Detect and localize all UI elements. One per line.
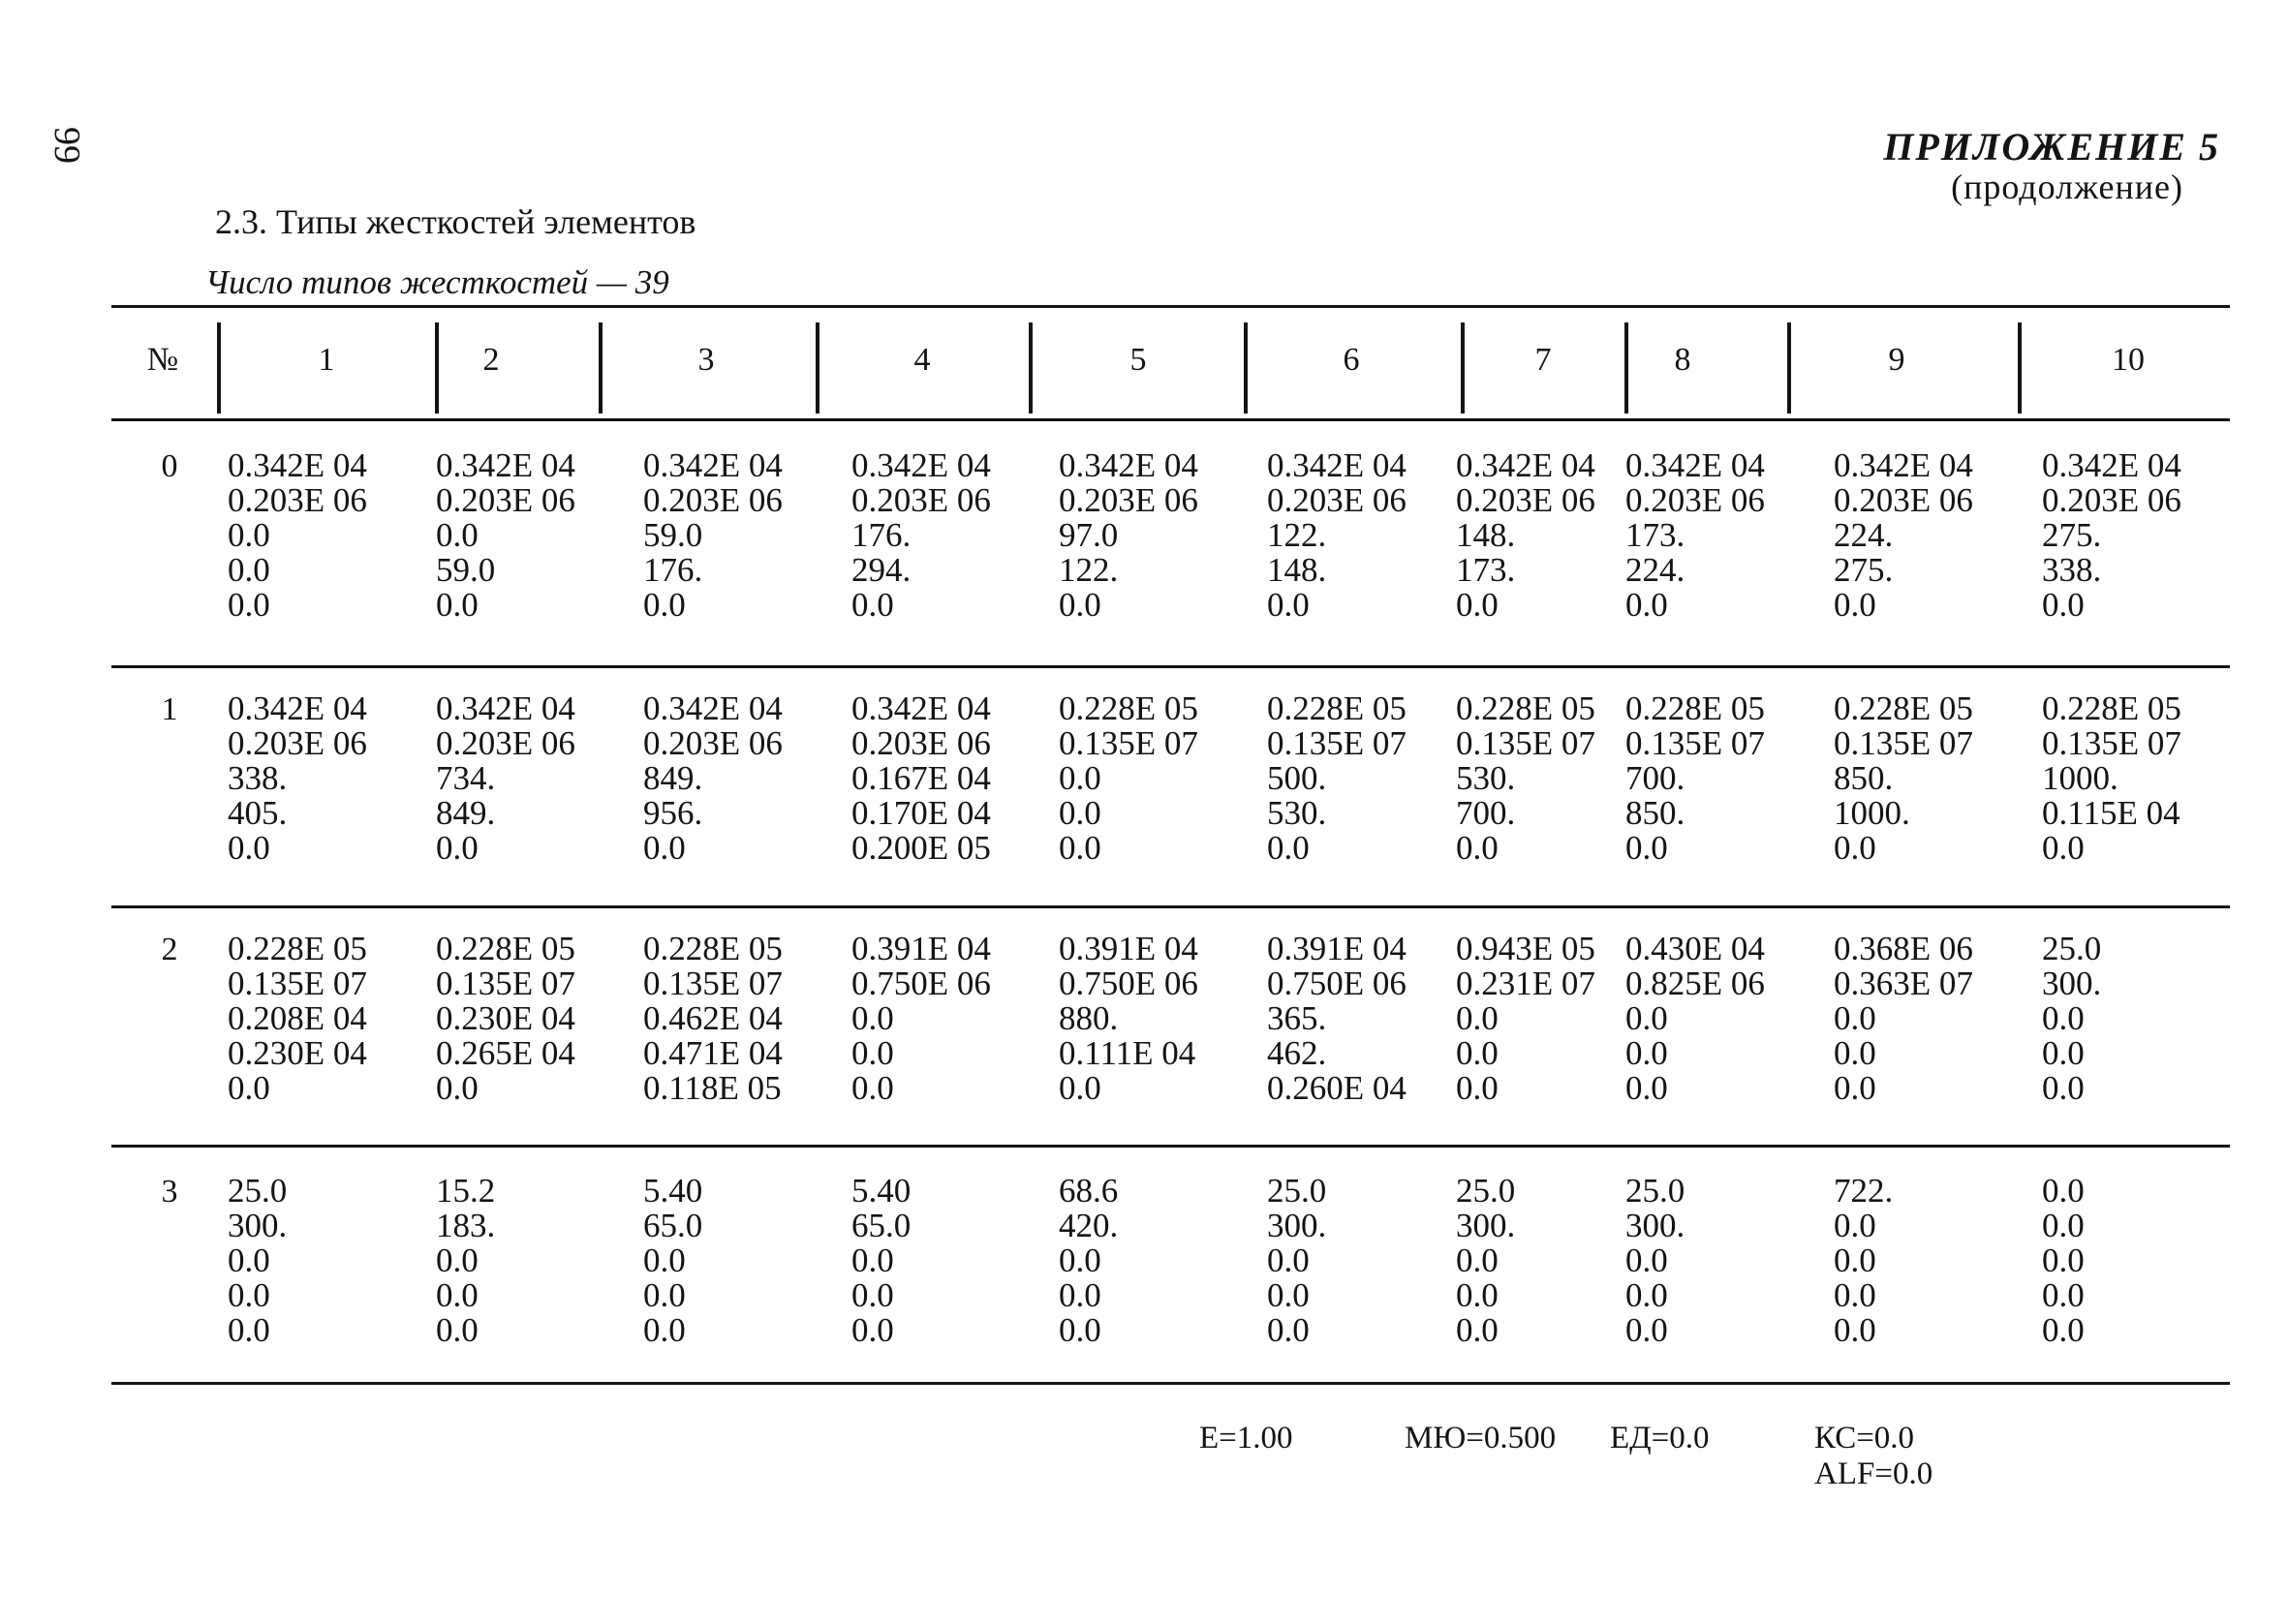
- cell-value: 0.135E 07: [643, 965, 783, 1002]
- header-col-2: 2: [482, 342, 500, 378]
- cell-value: 405.: [228, 794, 288, 832]
- cell-value: 0.265E 04: [436, 1034, 575, 1072]
- cell-value: 0.0: [1625, 1311, 1668, 1349]
- cell-value: 0.0: [228, 829, 270, 867]
- cell-value: 224.: [1834, 516, 1894, 554]
- cell-value: 300.: [2042, 965, 2102, 1002]
- table-cell: [1834, 1174, 1893, 1348]
- header-separator: [1461, 322, 1465, 414]
- cell-value: 0.0: [2042, 999, 2085, 1037]
- cell-value: 0.342E 04: [1456, 446, 1595, 484]
- table-cell: [1834, 691, 1973, 866]
- cell-value: 25.0: [1456, 1172, 1516, 1210]
- cell-value: 0.0: [436, 1241, 479, 1279]
- cell-value: 0.0: [1059, 794, 1101, 832]
- cell-value: 0.203E 06: [851, 481, 991, 519]
- rule-header-bottom: [111, 418, 2230, 421]
- cell-value: 0.0: [436, 516, 479, 554]
- cell-value: 880.: [1059, 999, 1119, 1037]
- cell-value: 0.0: [436, 586, 479, 624]
- cell-value: 0.135E 07: [1834, 724, 1973, 762]
- cell-value: 0.391E 04: [1059, 930, 1198, 967]
- cell-value: 0.135E 07: [2042, 724, 2181, 762]
- cell-value: 0.0: [1059, 1276, 1101, 1314]
- table-cell: [851, 932, 991, 1106]
- cell-value: 0.0: [1834, 1207, 1876, 1244]
- cell-value: 15.2: [436, 1172, 496, 1210]
- cell-value: 0.231E 07: [1456, 965, 1595, 1002]
- cell-value: 0.203E 06: [228, 724, 367, 762]
- cell-value: 0.208E 04: [228, 999, 367, 1037]
- cell-value: 0.0: [1834, 1069, 1876, 1107]
- cell-value: 0.342E 04: [851, 689, 991, 727]
- cell-value: 850.: [1834, 759, 1894, 797]
- cell-value: 1000.: [2042, 759, 2118, 797]
- cell-value: 59.0: [643, 516, 703, 554]
- header-col-10: 10: [2112, 342, 2145, 378]
- cell-value: 25.0: [2042, 930, 2102, 967]
- cell-value: 275.: [1834, 551, 1894, 589]
- cell-value: 0.260E 04: [1267, 1069, 1407, 1107]
- cell-value: 956.: [643, 794, 703, 832]
- table-cell: [436, 691, 575, 866]
- cell-value: 0.0: [1059, 829, 1101, 867]
- cell-value: 0.0: [1456, 1241, 1499, 1279]
- cell-value: 0.228E 05: [228, 930, 367, 967]
- cell-value: 338.: [228, 759, 288, 797]
- table-cell: [228, 448, 367, 623]
- cell-value: 0.342E 04: [1625, 446, 1765, 484]
- cell-value: 0.0: [1267, 1276, 1310, 1314]
- cell-value: 0.230E 04: [436, 999, 575, 1037]
- cell-value: 0.0: [851, 999, 894, 1037]
- cell-value: 0.342E 04: [228, 446, 367, 484]
- cell-value: 0.228E 05: [643, 930, 783, 967]
- header-col-8: 8: [1674, 342, 1691, 378]
- cell-value: 0.200E 05: [851, 829, 991, 867]
- header-separator: [599, 322, 603, 414]
- cell-value: 0.0: [2042, 1241, 2085, 1279]
- table-cell: [1059, 932, 1198, 1106]
- cell-value: 0.0: [643, 829, 686, 867]
- cell-value: 0.750E 06: [1267, 965, 1407, 1002]
- cell-value: 176.: [851, 516, 912, 554]
- param-e: E=1.00: [1199, 1421, 1293, 1455]
- table-cell: [1456, 932, 1595, 1106]
- cell-value: 0.0: [643, 1241, 686, 1279]
- header-separator: [1787, 322, 1791, 414]
- cell-value: 0.135E 07: [1267, 724, 1407, 762]
- cell-value: 0.135E 07: [1456, 724, 1595, 762]
- cell-value: 0.170E 04: [851, 794, 991, 832]
- cell-value: 0.0: [2042, 1172, 2085, 1210]
- table-cell: [1625, 691, 1765, 866]
- cell-value: 0.228E 05: [1267, 689, 1407, 727]
- cell-value: 224.: [1625, 551, 1685, 589]
- cell-value: 0.228E 05: [2042, 689, 2181, 727]
- table-cell: [851, 448, 991, 623]
- header-col-4: 4: [913, 342, 931, 378]
- cell-value: 176.: [643, 551, 703, 589]
- header-separator: [816, 322, 819, 414]
- param-kc: КС=0.0: [1814, 1421, 1915, 1455]
- header-separator: [217, 322, 221, 414]
- table-cell: [1456, 1174, 1515, 1348]
- cell-value: 0.135E 07: [1625, 724, 1765, 762]
- cell-value: 0.0: [1834, 1034, 1876, 1072]
- cell-value: 849.: [436, 794, 496, 832]
- appendix-subtitle: (продолжение): [1951, 168, 2183, 206]
- header-separator: [2018, 322, 2022, 414]
- rule-row-3: [111, 1145, 2230, 1148]
- cell-value: 0.203E 06: [851, 724, 991, 762]
- cell-value: 0.0: [1456, 1311, 1499, 1349]
- cell-value: 0.0: [1834, 1241, 1876, 1279]
- param-ed: ЕД=0.0: [1610, 1421, 1710, 1455]
- cell-value: 365.: [1267, 999, 1327, 1037]
- cell-value: 0.0: [436, 1069, 479, 1107]
- cell-value: 0.0: [643, 1311, 686, 1349]
- cell-value: 0.0: [1834, 586, 1876, 624]
- table-cell: [228, 1174, 287, 1348]
- cell-value: 0.0: [1456, 999, 1499, 1037]
- cell-value: 275.: [2042, 516, 2102, 554]
- row-number: 1: [161, 691, 178, 727]
- cell-value: 0.342E 04: [436, 446, 575, 484]
- cell-value: 0.0: [1625, 829, 1668, 867]
- cell-value: 0.0: [436, 829, 479, 867]
- cell-value: 0.135E 07: [1059, 724, 1198, 762]
- table-cell: [436, 448, 575, 623]
- table-cell: [1625, 1174, 1685, 1348]
- cell-value: 5.40: [851, 1172, 912, 1210]
- cell-value: 0.342E 04: [643, 689, 783, 727]
- param-mu: МЮ=0.500: [1405, 1421, 1557, 1455]
- header-separator: [1029, 322, 1033, 414]
- cell-value: 0.0: [228, 1276, 270, 1314]
- cell-value: 0.0: [1267, 1241, 1310, 1279]
- cell-value: 0.0: [228, 551, 270, 589]
- cell-value: 0.0: [2042, 829, 2085, 867]
- cell-value: 0.0: [643, 586, 686, 624]
- cell-value: 0.0: [1456, 586, 1499, 624]
- cell-value: 0.203E 06: [1834, 481, 1973, 519]
- cell-value: 0.228E 05: [1059, 689, 1198, 727]
- cell-value: 0.0: [1059, 1241, 1101, 1279]
- table-cell: [643, 1174, 702, 1348]
- cell-value: 0.203E 06: [1625, 481, 1765, 519]
- cell-value: 0.203E 06: [436, 724, 575, 762]
- table-cell: [2042, 1174, 2085, 1348]
- cell-value: 0.118E 05: [643, 1069, 782, 1107]
- cell-value: 300.: [1625, 1207, 1685, 1244]
- cell-value: 0.0: [2042, 1069, 2085, 1107]
- param-alf: ALF=0.0: [1814, 1456, 1933, 1491]
- table-cell: [1267, 1174, 1326, 1348]
- cell-value: 0.0: [1456, 829, 1499, 867]
- table-cell: [228, 932, 367, 1106]
- cell-value: 0.0: [1059, 759, 1101, 797]
- cell-value: 462.: [1267, 1034, 1327, 1072]
- appendix-title: ПРИЛОЖЕНИЕ 5: [1883, 125, 2220, 169]
- table-cell: [2042, 448, 2181, 623]
- cell-value: 0.0: [1625, 1069, 1668, 1107]
- cell-value: 0.0: [1456, 1276, 1499, 1314]
- cell-value: 0.0: [1834, 1276, 1876, 1314]
- table-cell: [1267, 448, 1407, 623]
- table-cell: [1456, 448, 1595, 623]
- cell-value: 0.342E 04: [436, 689, 575, 727]
- cell-value: 734.: [436, 759, 496, 797]
- cell-value: 65.0: [643, 1207, 703, 1244]
- cell-value: 0.203E 06: [228, 481, 367, 519]
- cell-value: 0.111E 04: [1059, 1034, 1196, 1072]
- cell-value: 300.: [228, 1207, 288, 1244]
- cell-value: 0.342E 04: [643, 446, 783, 484]
- cell-value: 0.203E 06: [1059, 481, 1198, 519]
- header-separator: [1244, 322, 1248, 414]
- section-title: 2.3. Типы жесткостей элементов: [215, 202, 696, 241]
- row-number: 3: [161, 1174, 178, 1210]
- cell-value: 420.: [1059, 1207, 1119, 1244]
- rule-top: [111, 305, 2230, 308]
- table-cell: [1625, 448, 1765, 623]
- cell-value: 0.0: [1267, 1311, 1310, 1349]
- cell-value: 530.: [1456, 759, 1516, 797]
- cell-value: 0.0: [228, 1311, 270, 1349]
- cell-value: 0.115E 04: [2042, 794, 2180, 832]
- cell-value: 173.: [1456, 551, 1516, 589]
- cell-value: 0.342E 04: [2042, 446, 2181, 484]
- cell-value: 0.0: [2042, 1276, 2085, 1314]
- cell-value: 0.368E 06: [1834, 930, 1973, 967]
- cell-value: 0.0: [228, 1241, 270, 1279]
- cell-value: 0.0: [228, 586, 270, 624]
- cell-value: 0.0: [436, 1311, 479, 1349]
- cell-value: 183.: [436, 1207, 496, 1244]
- cell-value: 0.0: [851, 586, 894, 624]
- table-cell: [436, 932, 575, 1106]
- cell-value: 0.0: [1059, 1311, 1101, 1349]
- cell-value: 1000.: [1834, 794, 1910, 832]
- cell-value: 0.0: [1625, 1034, 1668, 1072]
- table-cell: [436, 1174, 495, 1348]
- cell-value: 530.: [1267, 794, 1327, 832]
- cell-value: 300.: [1456, 1207, 1516, 1244]
- cell-value: 700.: [1456, 794, 1516, 832]
- table-cell: [1834, 448, 1973, 623]
- cell-value: 0.135E 07: [436, 965, 575, 1002]
- table-cell: [1834, 932, 1973, 1106]
- stiffness-count: Число типов жесткостей — 39: [205, 263, 669, 301]
- cell-value: 0.0: [228, 516, 270, 554]
- cell-value: 0.0: [2042, 1207, 2085, 1244]
- cell-value: 849.: [643, 759, 703, 797]
- cell-value: 0.0: [2042, 1311, 2085, 1349]
- cell-value: 148.: [1456, 516, 1516, 554]
- cell-value: 0.0: [1625, 999, 1668, 1037]
- cell-value: 294.: [851, 551, 912, 589]
- cell-value: 0.0: [851, 1311, 894, 1349]
- cell-value: 0.0: [1456, 1034, 1499, 1072]
- cell-value: 0.342E 04: [1059, 446, 1198, 484]
- cell-value: 65.0: [851, 1207, 912, 1244]
- table-cell: [851, 691, 991, 866]
- cell-value: 0.203E 06: [436, 481, 575, 519]
- cell-value: 0.0: [851, 1069, 894, 1107]
- cell-value: 0.0: [1625, 1241, 1668, 1279]
- cell-value: 0.167E 04: [851, 759, 991, 797]
- cell-value: 0.825E 06: [1625, 965, 1765, 1002]
- cell-value: 0.342E 04: [1834, 446, 1973, 484]
- header-col-1: 1: [318, 342, 335, 378]
- cell-value: 0.0: [1267, 829, 1310, 867]
- cell-value: 0.228E 05: [436, 930, 575, 967]
- header-col-5: 5: [1129, 342, 1147, 378]
- table-cell: [643, 691, 783, 866]
- cell-value: 500.: [1267, 759, 1327, 797]
- page-number: 99: [46, 127, 87, 164]
- table-cell: [1059, 691, 1198, 866]
- cell-value: 0.228E 05: [1456, 689, 1595, 727]
- cell-value: 0.0: [1834, 1311, 1876, 1349]
- cell-value: 850.: [1625, 794, 1685, 832]
- cell-value: 0.750E 06: [1059, 965, 1198, 1002]
- table-cell: [1625, 932, 1765, 1106]
- cell-value: 0.0: [643, 1276, 686, 1314]
- cell-value: 25.0: [1625, 1172, 1685, 1210]
- cell-value: 0.430E 04: [1625, 930, 1765, 967]
- cell-value: 0.0: [1456, 1069, 1499, 1107]
- header-col-6: 6: [1343, 342, 1360, 378]
- cell-value: 700.: [1625, 759, 1685, 797]
- cell-value: 338.: [2042, 551, 2102, 589]
- cell-value: 0.342E 04: [228, 689, 367, 727]
- table-cell: [1059, 1174, 1118, 1348]
- cell-value: 5.40: [643, 1172, 703, 1210]
- cell-value: 0.0: [1834, 999, 1876, 1037]
- table-cell: [1267, 932, 1407, 1106]
- table-cell: [1456, 691, 1595, 866]
- table-cell: [643, 448, 783, 623]
- cell-value: 0.0: [2042, 1034, 2085, 1072]
- cell-value: 0.0: [436, 1276, 479, 1314]
- cell-value: 0.0: [1625, 586, 1668, 624]
- cell-value: 0.0: [228, 1069, 270, 1107]
- cell-value: 25.0: [228, 1172, 288, 1210]
- cell-value: 0.230E 04: [228, 1034, 367, 1072]
- header-separator: [435, 322, 439, 414]
- cell-value: 25.0: [1267, 1172, 1327, 1210]
- cell-value: 0.203E 06: [2042, 481, 2181, 519]
- cell-value: 68.6: [1059, 1172, 1119, 1210]
- table-cell: [2042, 932, 2101, 1106]
- cell-value: 0.0: [851, 1276, 894, 1314]
- cell-value: 0.135E 07: [228, 965, 367, 1002]
- table-cell: [643, 932, 783, 1106]
- cell-value: 0.0: [1059, 586, 1101, 624]
- table-cell: [1059, 448, 1198, 623]
- header-col-7: 7: [1534, 342, 1552, 378]
- cell-value: 0.203E 06: [643, 724, 783, 762]
- cell-value: 0.0: [851, 1034, 894, 1072]
- cell-value: 0.750E 06: [851, 965, 991, 1002]
- cell-value: 0.0: [1834, 829, 1876, 867]
- row-number: 2: [161, 932, 178, 967]
- header-number: №: [146, 342, 179, 378]
- cell-value: 0.203E 06: [643, 481, 783, 519]
- cell-value: 0.0: [2042, 586, 2085, 624]
- cell-value: 0.943E 05: [1456, 930, 1595, 967]
- cell-value: 0.0: [1625, 1276, 1668, 1314]
- cell-value: 0.471E 04: [643, 1034, 783, 1072]
- row-number: 0: [161, 448, 178, 484]
- cell-value: 148.: [1267, 551, 1327, 589]
- cell-value: 59.0: [436, 551, 496, 589]
- cell-value: 0.228E 05: [1625, 689, 1765, 727]
- header-col-9: 9: [1888, 342, 1905, 378]
- header-separator: [1624, 322, 1628, 414]
- cell-value: 0.0: [1267, 586, 1310, 624]
- header-col-3: 3: [697, 342, 715, 378]
- rule-row-2: [111, 905, 2230, 908]
- table-cell: [2042, 691, 2181, 866]
- cell-value: 0.0: [1059, 1069, 1101, 1107]
- table-cell: [1267, 691, 1407, 866]
- cell-value: 122.: [1059, 551, 1119, 589]
- rule-row-1: [111, 665, 2230, 668]
- cell-value: 0.203E 06: [1456, 481, 1595, 519]
- cell-value: 0.0: [851, 1241, 894, 1279]
- cell-value: 0.342E 04: [1267, 446, 1407, 484]
- cell-value: 722.: [1834, 1172, 1894, 1210]
- cell-value: 300.: [1267, 1207, 1327, 1244]
- cell-value: 0.203E 06: [1267, 481, 1407, 519]
- cell-value: 173.: [1625, 516, 1685, 554]
- table-cell: [851, 1174, 911, 1348]
- cell-value: 0.342E 04: [851, 446, 991, 484]
- rule-bottom: [111, 1382, 2230, 1385]
- cell-value: 97.0: [1059, 516, 1119, 554]
- cell-value: 0.391E 04: [851, 930, 991, 967]
- cell-value: 0.228E 05: [1834, 689, 1973, 727]
- cell-value: 122.: [1267, 516, 1327, 554]
- cell-value: 0.462E 04: [643, 999, 783, 1037]
- table-cell: [228, 691, 367, 866]
- cell-value: 0.391E 04: [1267, 930, 1407, 967]
- cell-value: 0.363E 07: [1834, 965, 1973, 1002]
